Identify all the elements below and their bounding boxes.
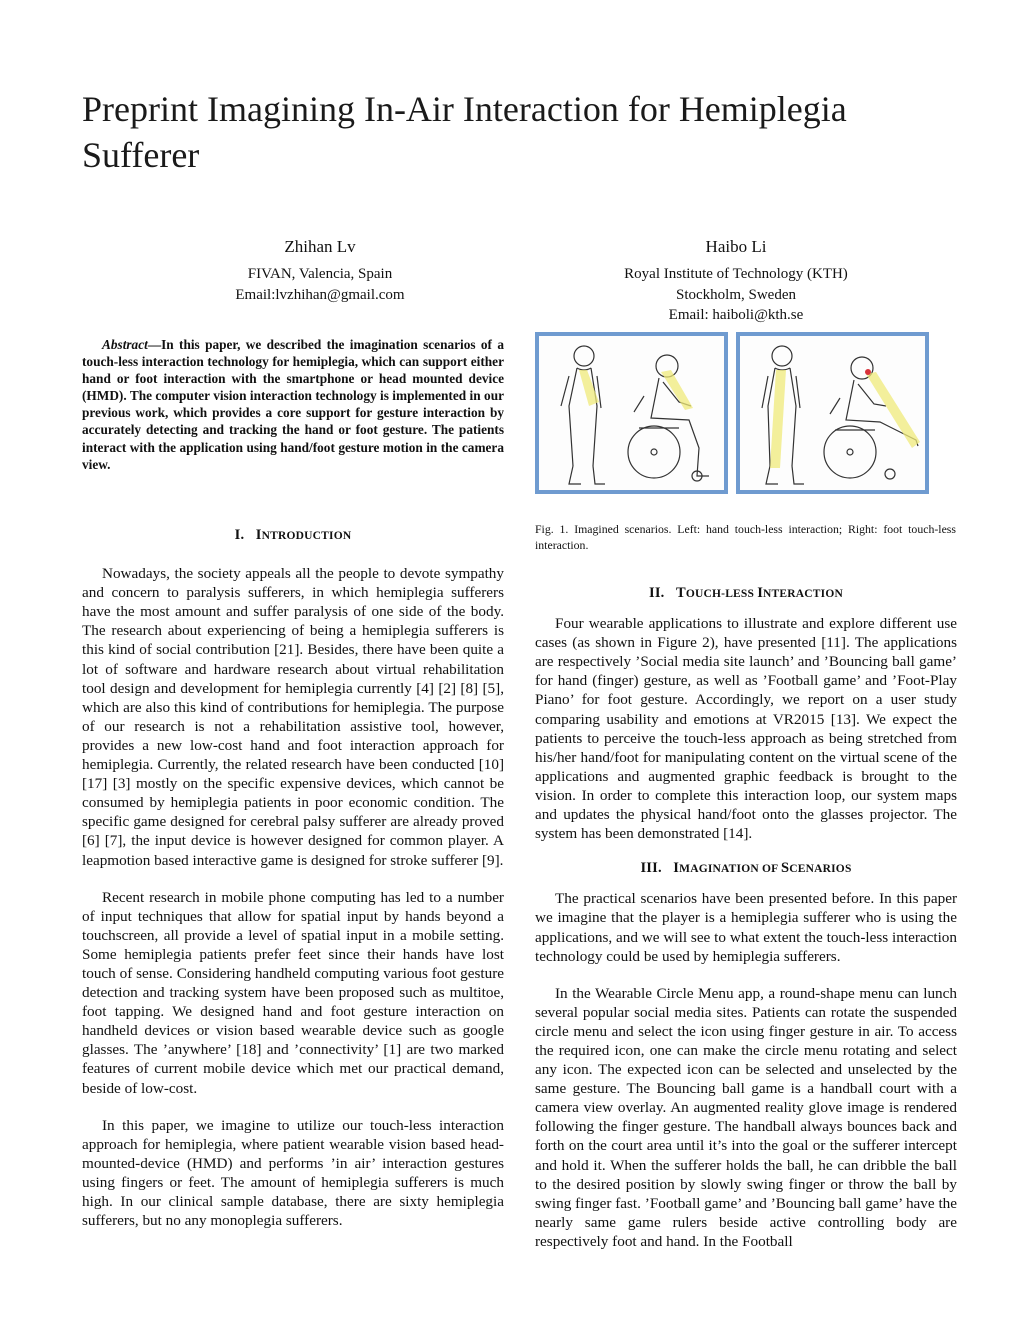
author-name: Zhihan Lv [284,237,356,256]
abstract [82,336,504,473]
heading-rest: OUCH-LESS [685,588,758,600]
figure-panel-foot-interaction [736,332,929,494]
heading-initial: I [673,860,680,877]
foot-interaction-illustration [740,336,925,490]
figure-panel-hand-interaction [535,332,728,494]
author-block-2 [546,236,926,326]
section-touchless-interaction [535,584,957,1251]
author-email: Email:lvzhihan@gmail.com [235,286,405,303]
abstract-text: —In this paper, we described the imagination scenarios of a touch-less interaction technology for hemiplegia, which can support either hand or foot interaction with the smartphone or head mounted device (HMD). The computer vision interaction technology is implemented in our previous work, which provides a core support for gesture interaction by accurately detecting and tracking the hand or foot gesture. The patients interact with the application using hand/foot gesture motion in the camera view. [82,337,504,472]
heading-rest: NTRODUCTION [261,530,352,542]
section-heading-scenarios [535,859,957,879]
heading-initial: I [757,585,764,601]
abstract-label: Abstract [102,337,148,352]
hand-interaction-illustration [539,336,724,490]
heading-initial: I [255,527,262,543]
section-introduction [82,526,504,1230]
author-affiliation: Royal Institute of Technology (KTH) [624,266,848,282]
author-location: Stockholm, Sweden [676,286,796,303]
author-block-1 [190,236,450,305]
section-heading-introduction [82,526,504,546]
heading-rest: NTERACTION [763,588,844,600]
section-numeral: II. [648,585,665,601]
section-heading-touchless [535,584,957,604]
paragraph: Nowadays, the society appeals all the people to devote sympathy and concern to paralysis sufferers, in which hemiplegia sufferers have the most amount and suffer paralysis of one side of the body. The research about experiencing of being a hemiplegia sufferers is this kind of social contribution [21]. Besides, there have been quite a lot of software and hardware research about virtual rehabilitation tool design and development for hemiplegia currently [4] [2] [8] [5], which are also this kind of contributions for hemiplegia. The purpose of our research is not a rehabilitation assistive tool, however, provides a new low-cost hand and foot interaction approach for hemiplegia. Currently, the related research have been conducted [10] [17] [3] mostly on the specific expensive devices, which cannot be consumed by hemiplegia patients in poor economic condition. The specific game designed for cerebral palsy sufferer are already proved [6] [7], the input device is however designed for common player. A leapmotion based interactive game is designed for stroke sufferer [9]. [82,565,504,869]
paragraph: In the Wearable Circle Menu app, a round-shape menu can lunch several popular social media sites. Patients can rotate the suspended circle menu and select the icon using finger gesture in air. To access the required icon, one can make the circle menu rotating and select any icon. The expected icon can be selected and unselected by the same gesture. The Bouncing ball game is a handball court with a camera view overlay. An augmented reality glove image is rendered following the finger gesture. The handball always bounces back and forth on the court area until it’s into the goal or the sufferer intercept and hold it. When the sufferer holds the ball, he can dribble the ball to the desired position by slowly swing finger or throw the ball by swing finger fast. ’Football game’ and ’Bouncing ball game’ have the nearly same game rulers beside active controlling body are respectively foot and hand. In the Football [535,984,957,1250]
paragraph: Four wearable applications to illustrate and explore different use cases (as shown in Figure 2), have presented [11]. The applications are respectively ’Social media site launch’ and ’Bouncing ball game’ for hand (finger) gesture, as well as ’Football game’ and ’Foot-Play Piano’ for foot gesture. Accordingly, we report on a user study comparing usability and emotions at VR2015 [13]. We expect the patients to perceive the touch-less approach as being stretched from his/her hand/foot for manipulating content on the virtual scene of the applications and augmented graphic feedback is brought to the vision. In order to complete this interaction loop, our system maps and updates the physical hand/foot onto the glasses projector. The system has been demonstrated [14]. [535,615,957,843]
heading-rest: CENARIOS [789,863,852,876]
author-name: Haibo Li [705,237,767,256]
heading-initial: S [780,860,790,877]
paragraph: The practical scenarios have been presented before. In this paper we imagine that the player is a hemiplegia sufferer who is using the applications, and we will see to what extent the touch-less interaction technology could be used by hemiplegia sufferers. [535,890,957,965]
paragraph: Recent research in mobile phone computing has led to a number of input techniques that allow for spatial input by hands beyond a touchscreen, all provide a level of spatial input in a mobile setting. Some hemiplegia patients prefer feet since their hands have lost touch of sense. Considering handheld computing various foot gesture detection and tracking system have been proposed such as multitoe, foot tapping. We designed hand and foot gesture interaction on handheld devices or vision based wearable device such as google glasses. The ’anywhere’ [18] and ’connectivity’ [1] are two marked features of current mobile device which met our practical demand, beside of low-cost. [82,888,504,1097]
heading-initial: T [675,585,686,601]
section-numeral: III. [640,860,662,877]
section-numeral: I. [234,527,245,543]
heading-rest: MAGINATION OF [679,863,781,876]
paragraph: In this paper, we imagine to utilize our touch-less interaction approach for hemiplegia, where patient wearable vision based head-mounted-device (HMD) and performs ’in air’ interaction gestures using fingers or feet. The amount of hemiplegia sufferers is much high. In our clinical sample database, there are sixty hemiplegia sufferers, but no any monoplegia sufferers. [82,1116,504,1230]
figure-1 [535,332,956,498]
author-email: Email: haiboli@kth.se [668,307,804,323]
paper-title: Preprint Imagining In-Air Interaction for Hemiplegia Sufferer [82,89,847,175]
author-affiliation: FIVAN, Valencia, Spain [247,266,393,282]
figure-1-caption: Fig. 1. Imagined scenarios. Left: hand touch-less interaction; Right: foot touch-less interaction. [535,522,956,552]
